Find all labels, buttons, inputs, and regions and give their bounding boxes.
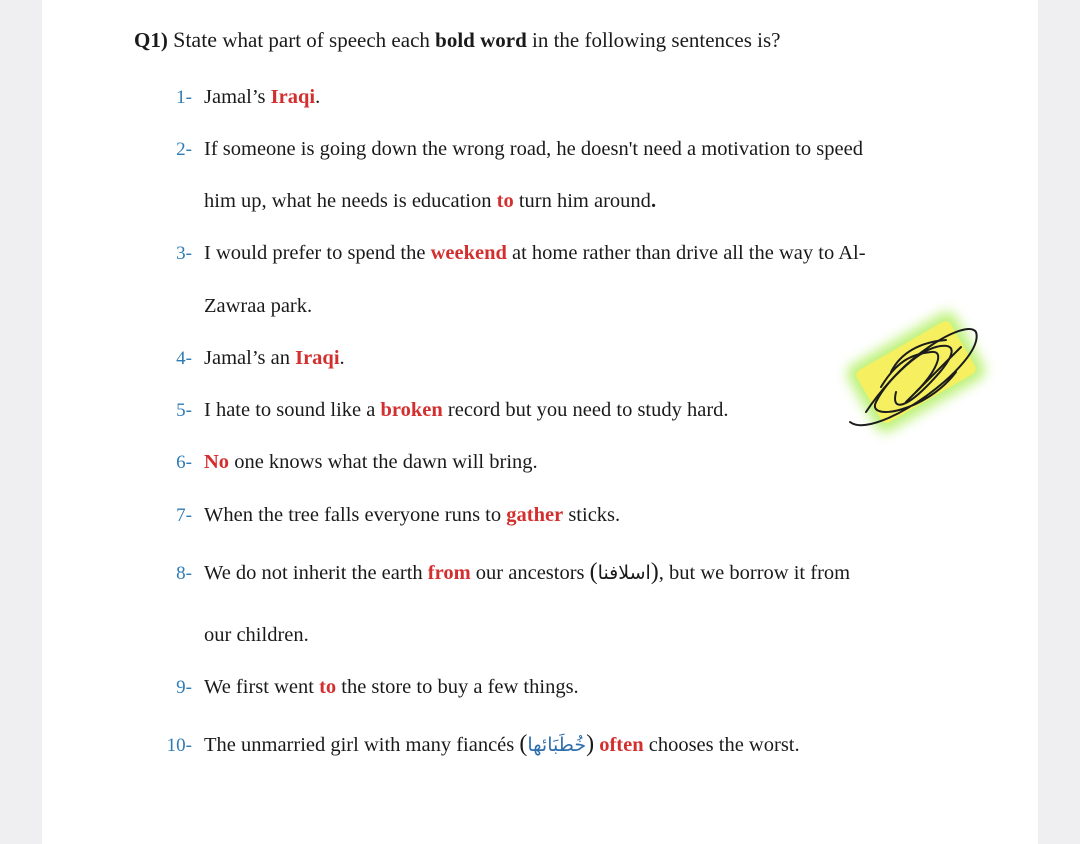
highlighted-word: often <box>599 734 644 756</box>
item-sentence: When the tree falls everyone runs to gather sticks. <box>204 504 621 526</box>
highlighted-word: weekend <box>430 242 507 264</box>
item-number: 9- <box>176 677 192 698</box>
question-text-after: in the following sentences is? <box>526 28 781 52</box>
item-number: 6- <box>176 452 192 473</box>
highlighted-word: Iraqi <box>270 86 316 108</box>
item-sentence: Jamal’s an Iraqi. <box>204 347 345 369</box>
arabic-gloss: اسلافنا <box>597 562 651 584</box>
item-number: 2- <box>176 139 192 160</box>
item-sentence-continued: Zawraa park. <box>204 295 313 317</box>
item-number: 1- <box>176 87 192 108</box>
question-label: Q1) <box>134 28 168 52</box>
item-number: 4- <box>176 348 192 369</box>
item-sentence: The unmarried girl with many fiancés (خُطَبَائها) often chooses the worst. <box>204 731 800 757</box>
item-sentence: We do not inherit the earth from our ancestors (اسلافنا), but we borrow it from <box>204 559 851 585</box>
signature-stamp <box>836 292 996 452</box>
item-sentence: If someone is going down the wrong road, he doesn't need a motivation to speed <box>204 138 863 160</box>
question-state: State <box>173 27 218 52</box>
question-bold-word: bold word <box>435 28 527 52</box>
highlighted-word: gather <box>506 504 564 526</box>
item-number: 8- <box>176 563 192 584</box>
highlighted-word: Iraqi <box>295 347 340 369</box>
item-sentence: No one knows what the dawn will bring. <box>204 451 538 473</box>
question-text-before: what part of speech each <box>217 28 436 52</box>
item-sentence-continued: him up, what he needs is education to turn him around. <box>204 190 657 212</box>
highlighted-word: to <box>496 190 514 212</box>
question-heading <box>134 27 780 53</box>
highlighted-word: to <box>319 676 337 698</box>
item-sentence: We first went to the store to buy a few things. <box>204 676 579 698</box>
item-sentence: Jamal’s Iraqi. <box>204 86 321 108</box>
item-number: 3- <box>176 243 192 264</box>
item-sentence-continued: our children. <box>204 624 309 646</box>
item-sentence: I would prefer to spend the weekend at home rather than drive all the way to Al- <box>204 242 866 264</box>
highlighted-word: broken <box>380 399 443 421</box>
item-sentence: I hate to sound like a broken record but you need to study hard. <box>204 399 729 421</box>
item-number: 10- <box>166 735 192 756</box>
highlighted-word: No <box>204 451 230 473</box>
arabic-gloss: خُطَبَائها <box>527 734 587 756</box>
highlighted-word: from <box>427 562 471 584</box>
item-number: 7- <box>176 505 192 526</box>
item-number: 5- <box>176 400 192 421</box>
